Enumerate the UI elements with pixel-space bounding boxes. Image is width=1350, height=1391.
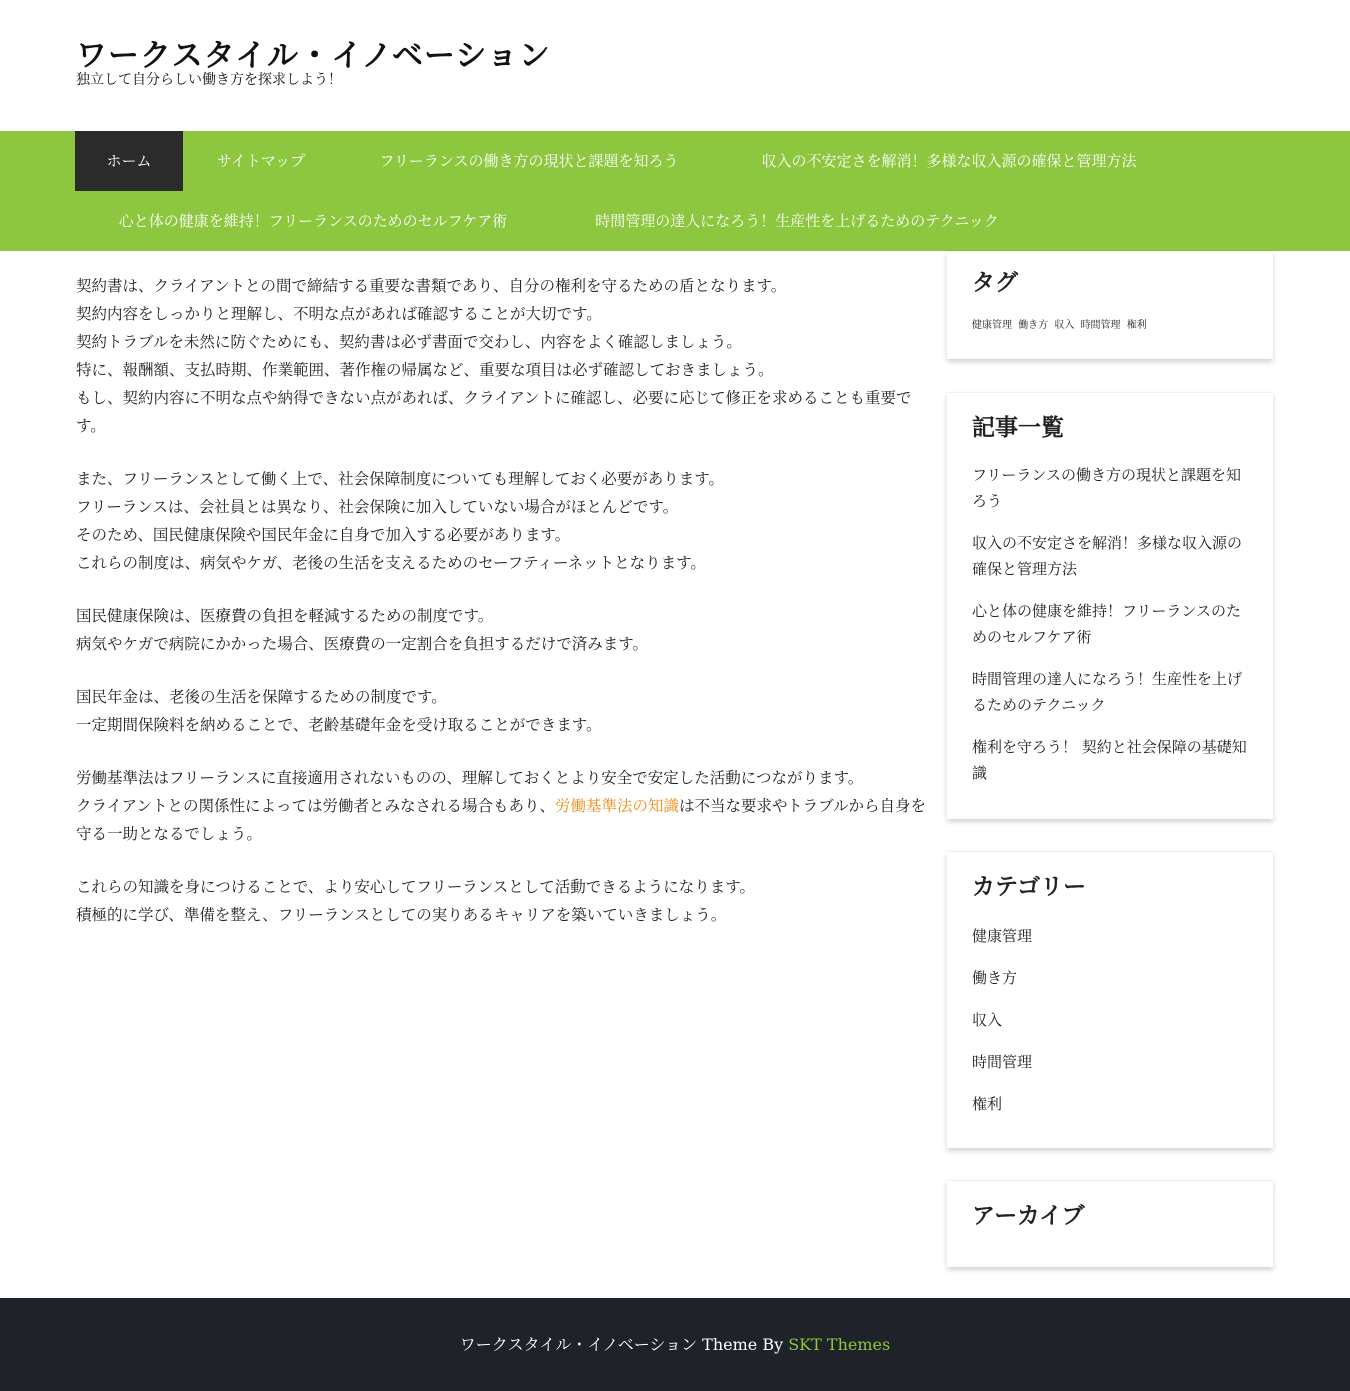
categories-widget-title: カテゴリー	[972, 874, 1087, 900]
site-footer	[0, 1298, 1350, 1391]
category-link[interactable]: 働き方	[972, 969, 1018, 987]
tag-link[interactable]: 権利	[1126, 320, 1147, 331]
recent-posts-widget	[947, 392, 1273, 819]
labor-law-link[interactable]: 労働基準法の知識	[554, 797, 679, 815]
article-line: 国民健康保険は、医療費の負担を軽減するための制度です。	[76, 607, 494, 625]
article-line: フリーランスは、会社員とは異なり、社会保険に加入していない場合がほとんどです。	[76, 498, 679, 516]
article-line: 契約内容をしっかりと理解し、不明な点があれば確認することが大切です。	[76, 305, 602, 323]
article-line: 一定期間保険料を納めることで、老齢基礎年金を受け取ることができます。	[76, 716, 602, 734]
categories-widget	[947, 851, 1273, 1148]
tag-link[interactable]: 収入	[1054, 320, 1075, 331]
footer-credit	[0, 1332, 1350, 1355]
article-line: そのため、国民健康保険や国民年金に自身で加入する必要があります。	[76, 526, 571, 544]
nav-item-home[interactable]: ホーム	[75, 131, 183, 191]
category-link[interactable]: 時間管理	[972, 1053, 1033, 1071]
article-line: また、フリーランスとして働く上で、社会保障制度についても理解しておく必要があります。	[76, 470, 725, 488]
category-link[interactable]: 収入	[972, 1011, 1003, 1029]
post-link[interactable]: 権利を守ろう！ 契約と社会保障の基礎知識	[972, 738, 1247, 782]
posts-widget-title: 記事一覧	[972, 415, 1064, 441]
tag-cloud	[972, 316, 1150, 331]
nav-item-sitemap[interactable]: サイトマップ	[216, 152, 306, 170]
article-line: もし、契約内容に不明な点や納得できない点があれば、クライアントに確認し、必要に応じて修正を求めることも重要です。	[76, 389, 912, 435]
post-link[interactable]: 収入の不安定さを解消！多様な収入源の確保と管理方法	[972, 534, 1243, 578]
footer-site-name: ワークスタイル・イノベーション	[459, 1335, 698, 1354]
tag-link[interactable]: 時間管理	[1080, 320, 1121, 331]
article-line: 契約書は、クライアントとの間で締結する重要な書類であり、自分の権利を守るための盾となります。	[76, 277, 787, 295]
article-line: これらの制度は、病気やケガ、老後の生活を支えるためのセーフティーネットとなります。	[76, 554, 706, 572]
article-paragraph	[76, 764, 932, 848]
footer-theme-by: Theme By	[697, 1335, 789, 1354]
tag-link[interactable]: 働き方	[1018, 320, 1049, 331]
article-paragraph	[76, 683, 932, 739]
archive-widget-title: アーカイブ	[972, 1203, 1085, 1229]
post-link[interactable]: 心と体の健康を維持！フリーランスのためのセルフケア術	[972, 602, 1241, 646]
article-line: 積極的に学び、準備を整え、フリーランスとしての実りあるキャリアを築いていきましょう。	[76, 906, 727, 924]
article-line: 国民年金は、老後の生活を保障するための制度です。	[76, 688, 447, 706]
footer-brand-link[interactable]: SKT Themes	[788, 1335, 891, 1354]
site-title[interactable]: ワークスタイル・イノベーション	[76, 38, 551, 74]
site-header	[0, 0, 1350, 131]
article-line: は不当な要求やトラブルから自身を守る一助となるでしょう。	[76, 797, 927, 843]
archive-widget	[947, 1180, 1273, 1267]
nav-item-time-management[interactable]: 時間管理の達人になろう！生産性を上げるためのテクニック	[595, 212, 999, 230]
article-content	[76, 272, 932, 954]
category-link[interactable]: 権利	[972, 1095, 1003, 1113]
post-link[interactable]: 時間管理の達人になろう！生産性を上げるためのテクニック	[972, 670, 1243, 714]
tags-widget-title: タグ	[972, 270, 1018, 296]
article-line: 契約トラブルを未然に防ぐためにも、契約書は必ず書面で交わし、内容をよく確認しましょう。	[76, 333, 742, 351]
article-line: 病気やケガで病院にかかった場合、医療費の一定割合を負担するだけで済みます。	[76, 635, 648, 653]
category-link[interactable]: 健康管理	[972, 927, 1033, 945]
article-paragraph	[76, 873, 932, 929]
nav-item-income[interactable]: 収入の不安定さを解消！多様な収入源の確保と管理方法	[761, 152, 1137, 170]
article-line: これらの知識を身につけることで、より安心してフリーランスとして活動できるようになります。	[76, 878, 756, 896]
article-paragraph	[76, 272, 932, 440]
article-line: クライアントとの関係性によっては労働者とみなされる場合もあり、	[76, 797, 555, 815]
tags-widget	[947, 251, 1273, 359]
article-line: 特に、報酬額、支払時期、作業範囲、著作権の帰属など、重要な項目は必ず確認しておきましょう。	[76, 361, 774, 379]
article-paragraph	[76, 465, 932, 577]
nav-item-health[interactable]: 心と体の健康を維持！フリーランスのためのセルフケア術	[118, 212, 508, 230]
site-description: 独立して自分らしい働き方を探求しよう！	[76, 72, 342, 88]
article-line: 労働基準法はフリーランスに直接適用されないものの、理解しておくとより安全で安定した活動につながります。	[76, 769, 864, 787]
article-paragraph	[76, 602, 932, 658]
nav-item-freelance-status[interactable]: フリーランスの働き方の現状と課題を知ろう	[379, 152, 679, 170]
main-nav	[0, 131, 1350, 251]
post-link[interactable]: フリーランスの働き方の現状と課題を知ろう	[972, 466, 1241, 510]
tag-link[interactable]: 健康管理	[972, 320, 1012, 331]
